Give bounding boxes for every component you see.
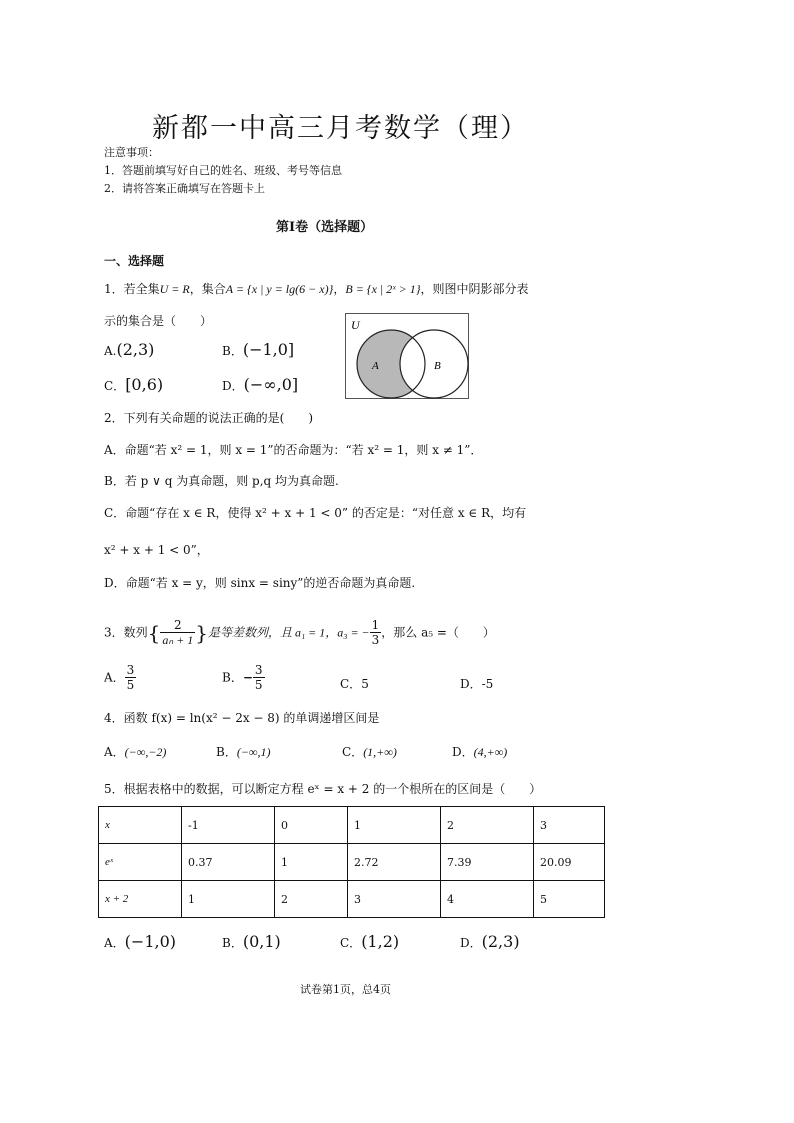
q1-set-b: B = {x | 2ˣ > 1} <box>345 282 421 296</box>
q2-option-b: B．若 p ∨ q 为真命题，则 p,q 均为真命题. <box>104 474 339 488</box>
q4-option-d-value: (4,+∞) <box>473 745 508 759</box>
venn-label-u: U <box>351 318 360 332</box>
table-cell: -1 <box>182 807 275 844</box>
q3-pre: 3．数列 <box>104 625 148 640</box>
q5-option-d-label: D． <box>460 936 482 950</box>
q2-option-d: D．命题“若 x = y，则 sinx = siny”的逆否命题为真命题. <box>104 576 416 590</box>
q3-option-b <box>222 663 265 693</box>
q3-option-a-frac <box>125 663 137 693</box>
q1-option-c <box>104 375 163 394</box>
table-cell: 0.37 <box>182 844 275 881</box>
q3-post: 是等差数列，且 a₁ = 1，a₃ = − <box>208 625 370 640</box>
q5-option-a-label: A． <box>104 936 125 950</box>
q1-option-b-label: B． <box>222 344 243 358</box>
q3-option-b-den: 5 <box>254 678 263 693</box>
q3-tail: ，那么 a₅ =（ ） <box>381 625 495 640</box>
table-cell: 5 <box>534 881 605 918</box>
notice-item-2: 2．请将答案正确填写在答题卡上 <box>104 182 265 195</box>
table-cell: 7.39 <box>441 844 534 881</box>
q3-option-c-value: 5 <box>361 677 369 691</box>
venn-diagram <box>345 313 469 399</box>
q1-stem-line1 <box>104 280 529 297</box>
q1-option-d-label: D． <box>222 379 244 393</box>
q5-option-c-value: (1,2) <box>361 932 400 951</box>
q2-option-c-line1: C．命题“存在 x ∈ R，使得 x² + x + 1 < 0” 的否定是：“对任意 x ∈ R，均有 <box>104 506 527 520</box>
q1-option-b <box>222 340 294 359</box>
q1-option-d-value: (−∞,0] <box>243 375 299 394</box>
q4-option-c <box>342 743 397 760</box>
q5-option-c <box>340 932 399 951</box>
q1-sep: ， <box>333 282 346 296</box>
q3-option-b-num: 3 <box>254 663 263 677</box>
q3-option-a-num: 3 <box>126 663 135 677</box>
q3-option-a-label: A． <box>104 670 125 685</box>
q3-option-a-den: 5 <box>126 678 135 693</box>
q5-option-d <box>460 932 520 951</box>
table-cell: x <box>99 807 182 844</box>
q3-a3-fraction <box>370 618 382 648</box>
q3-option-c <box>340 675 369 692</box>
q2-option-c-line2: x² + x + 1 < 0”， <box>104 543 209 557</box>
table-cell: 2 <box>441 807 534 844</box>
q1-option-d <box>222 375 298 394</box>
q1-option-c-value: [0,6) <box>125 375 164 394</box>
q1-text-b: ，集合 <box>189 282 226 296</box>
table-row <box>99 807 605 844</box>
notice-item-1: 1．答题前填写好自己的姓名、班级、考号等信息 <box>104 164 342 177</box>
q1-option-a-label: A. <box>104 344 117 358</box>
q2-stem: 2．下列有关命题的说法正确的是( ) <box>104 411 313 425</box>
q5-option-b-value: (0,1) <box>242 932 281 951</box>
q3-option-b-sign: − <box>242 670 253 685</box>
table-cell: 4 <box>441 881 534 918</box>
q3-fraction <box>160 618 195 648</box>
q5-option-c-label: C． <box>340 936 362 950</box>
q3-option-d <box>460 675 493 692</box>
q4-stem: 4．函数 f(x) = ln(x² − 2x − 8) 的单调递增区间是 <box>104 711 380 725</box>
q1-text-c: ，则图中阴影部分表 <box>420 282 529 296</box>
q3-option-d-value: -5 <box>481 677 494 691</box>
part-title: 第Ⅰ卷（选择题） <box>276 220 374 235</box>
q5-option-a-value: (−1,0) <box>124 932 177 951</box>
q4-option-b <box>216 743 270 760</box>
table-row <box>99 881 605 918</box>
table-row <box>99 844 605 881</box>
q3-option-b-label: B． <box>222 670 243 685</box>
q2-option-a: A．命题“若 x² = 1，则 x = 1”的否命题为：“若 x² = 1，则 x ≠ 1”． <box>104 443 483 457</box>
q4-option-b-value: (−∞,1) <box>236 745 271 759</box>
q3-option-b-frac <box>253 663 265 693</box>
q3-fraction-den: aₙ + 1 <box>162 633 194 648</box>
q5-option-b <box>222 932 281 951</box>
table-cell: 1 <box>348 807 441 844</box>
q4-option-d <box>452 743 507 760</box>
q3-a3-den: 3 <box>371 633 380 648</box>
q3-a3-num: 1 <box>371 618 380 632</box>
table-cell: 0 <box>275 807 348 844</box>
table-cell: x + 2 <box>99 881 182 918</box>
table-cell: 1 <box>275 844 348 881</box>
table-cell: 20.09 <box>534 844 605 881</box>
q5-stem: 5．根据表格中的数据，可以断定方程 eˣ = x + 2 的一个根所在的区间是（ ） <box>104 782 542 796</box>
table-cell: 2 <box>275 881 348 918</box>
q1-option-a-value: (2,3) <box>116 340 155 359</box>
q3-brace-left: { <box>147 620 161 645</box>
q4-option-d-label: D． <box>452 745 474 759</box>
q1-stem-line2: 示的集合是（ ） <box>104 314 213 328</box>
q1-option-a <box>104 340 154 359</box>
table-cell: 3 <box>534 807 605 844</box>
q3-option-c-label: C． <box>340 677 362 691</box>
q4-option-a-label: A． <box>104 745 125 759</box>
q5-option-d-value: (2,3) <box>481 932 520 951</box>
q3-option-a <box>104 663 136 693</box>
q4-option-a <box>104 743 166 760</box>
q4-option-c-label: C． <box>342 745 364 759</box>
q1-option-c-label: C． <box>104 379 126 393</box>
notice-heading: 注意事项： <box>104 146 159 159</box>
q5-option-b-label: B． <box>222 936 243 950</box>
q3-stem <box>104 618 495 648</box>
table-cell: 1 <box>182 881 275 918</box>
q3-brace-right: } <box>195 620 208 645</box>
q1-text-a: 1．若全集 <box>104 282 160 296</box>
q3-fraction-num: 2 <box>160 618 195 633</box>
section-heading: 一、选择题 <box>104 254 165 268</box>
q4-option-b-label: B． <box>216 745 237 759</box>
venn-label-b: B <box>434 360 441 372</box>
q1-set-a: A = {x | y = lg(6 − x)} <box>225 282 334 296</box>
q1-set-u: U = R <box>159 282 190 296</box>
page-footer: 试卷第1页，总4页 <box>300 983 391 996</box>
table-cell: 3 <box>348 881 441 918</box>
q5-option-a <box>104 932 176 951</box>
q5-values-table <box>98 806 605 918</box>
q1-option-b-value: (−1,0] <box>242 340 295 359</box>
q4-option-c-value: (1,+∞) <box>363 745 397 759</box>
venn-label-a: A <box>372 360 379 372</box>
q4-option-a-value: (−∞,−2) <box>124 745 167 759</box>
page-title: 新都一中高三月考数学（理） <box>152 113 529 144</box>
table-cell: eˣ <box>99 844 182 881</box>
table-cell: 2.72 <box>348 844 441 881</box>
q3-option-d-label: D． <box>460 677 482 691</box>
